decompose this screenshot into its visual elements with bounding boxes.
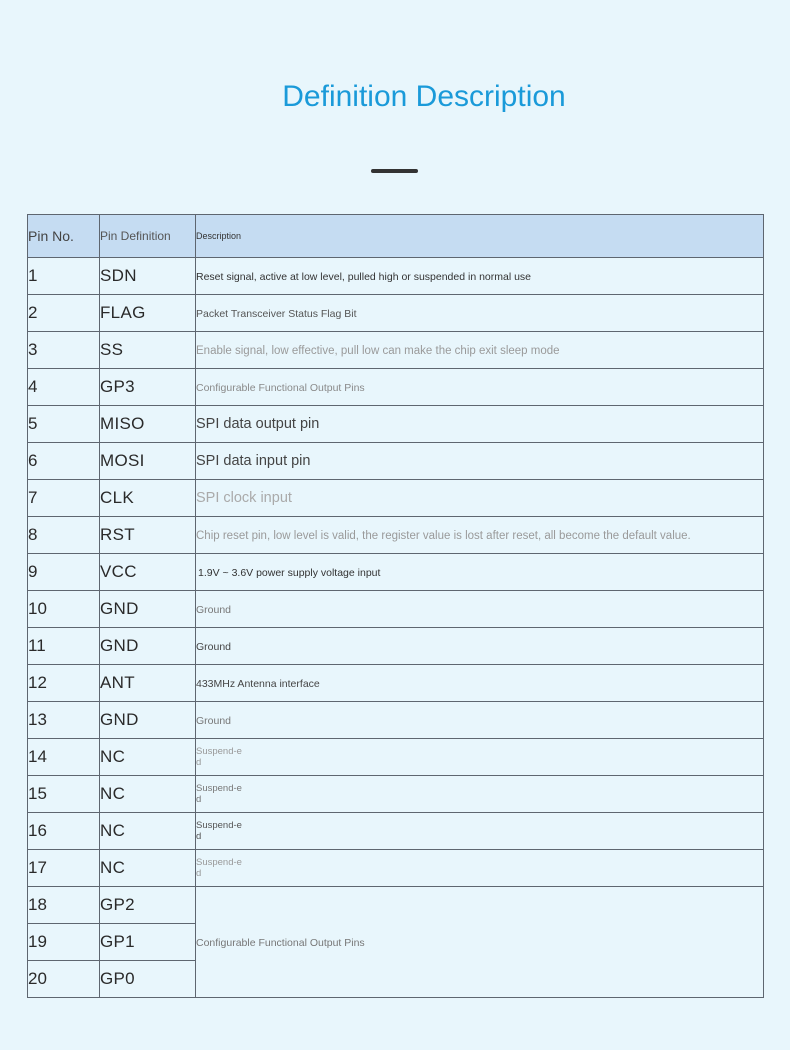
pin-description [196,665,764,702]
pin-number: 10 [28,591,100,628]
pin-description [196,369,764,406]
pin-definition: GP3 [100,369,196,406]
pin-number: 14 [28,739,100,776]
pin-definition: GP1 [100,924,196,961]
pin-description [196,517,764,554]
pin-description-text: 1.9V ~ 3.6V power supply voltage input [198,567,381,579]
table-row [28,480,764,517]
pin-description [196,332,764,369]
pin-description-text: Enable signal, low effective, pull low can make the chip exit sleep mode [196,345,560,357]
pin-description [196,258,764,295]
pin-number: 1 [28,258,100,295]
pin-description-text: Suspend-ed [196,820,242,842]
pin-number: 7 [28,480,100,517]
pin-number: 8 [28,517,100,554]
column-header-pin-no: Pin No. [28,215,100,258]
pin-description [196,628,764,665]
pin-number: 13 [28,702,100,739]
pin-definition: SDN [100,258,196,295]
table-row [28,406,764,443]
pin-number: 16 [28,813,100,850]
pin-number: 20 [28,961,100,998]
table-row [28,591,764,628]
table-row [28,258,764,295]
table-row [28,295,764,332]
pin-description [196,554,764,591]
pin-description [196,813,764,850]
column-header-pin-definition: Pin Definition [100,215,196,258]
pin-definition: GND [100,702,196,739]
pin-number: 3 [28,332,100,369]
pin-definition: MISO [100,406,196,443]
pin-description [196,443,764,480]
pin-definition: GP2 [100,887,196,924]
pin-number: 5 [28,406,100,443]
title-divider [371,169,418,173]
table-row [28,739,764,776]
pin-number: 17 [28,850,100,887]
pin-description [196,850,764,887]
pin-definition: CLK [100,480,196,517]
pin-definition: NC [100,739,196,776]
pin-description-text: Suspend-ed [196,783,242,805]
pin-description-text: Ground [196,604,232,616]
pin-description-text: SPI data input pin [196,453,311,469]
pin-description [196,591,764,628]
pin-description-text: SPI clock input [196,490,292,506]
pin-definition: ANT [100,665,196,702]
pin-description [196,776,764,813]
pin-description-text: Packet Transceiver Status Flag Bit [196,308,357,320]
page-title: Definition Description [282,80,566,113]
pin-description [196,480,764,517]
column-header-description: Description [196,215,764,258]
pin-number: 2 [28,295,100,332]
pin-description-text: Configurable Functional Output Pins [196,382,365,394]
pin-description-text: SPI data output pin [196,416,320,432]
pin-description-text: Suspend-ed [196,746,242,768]
table-row [28,332,764,369]
table-row [28,554,764,591]
pin-description [196,887,764,998]
pin-definition: RST [100,517,196,554]
table-row [28,702,764,739]
table-row [28,443,764,480]
pin-definition: FLAG [100,295,196,332]
pin-description [196,739,764,776]
pin-number: 4 [28,369,100,406]
pin-definition: GP0 [100,961,196,998]
table-row [28,850,764,887]
pin-number: 6 [28,443,100,480]
pin-description-text: Ground [196,641,232,653]
pin-definition: SS [100,332,196,369]
pin-definition: NC [100,776,196,813]
pin-description-text: Reset signal, active at low level, pulled high or suspended in normal use [196,271,532,283]
table-row [28,665,764,702]
pin-definition: VCC [100,554,196,591]
table-row [28,776,764,813]
table-row [28,628,764,665]
table-row [28,887,764,924]
pin-number: 19 [28,924,100,961]
pin-definition: GND [100,628,196,665]
pin-number: 12 [28,665,100,702]
pin-definition: NC [100,813,196,850]
pin-description [196,406,764,443]
pin-definition: NC [100,850,196,887]
pin-definition: MOSI [100,443,196,480]
pin-description-text: Chip reset pin, low level is valid, the register value is lost after reset, all become the default value. [196,530,691,542]
pin-number: 18 [28,887,100,924]
table-row [28,517,764,554]
pin-description-text: Suspend-ed [196,857,242,879]
pin-number: 15 [28,776,100,813]
pin-description [196,295,764,332]
pin-description-text: Ground [196,715,232,727]
pin-description-text: 433MHz Antenna interface [196,678,320,690]
table-header-row [28,215,764,258]
table-row [28,369,764,406]
pin-definition-table [27,214,764,998]
table-row [28,813,764,850]
pin-number: 11 [28,628,100,665]
pin-number: 9 [28,554,100,591]
pin-definition: GND [100,591,196,628]
pin-description-text: Configurable Functional Output Pins [196,937,365,949]
pin-description [196,702,764,739]
